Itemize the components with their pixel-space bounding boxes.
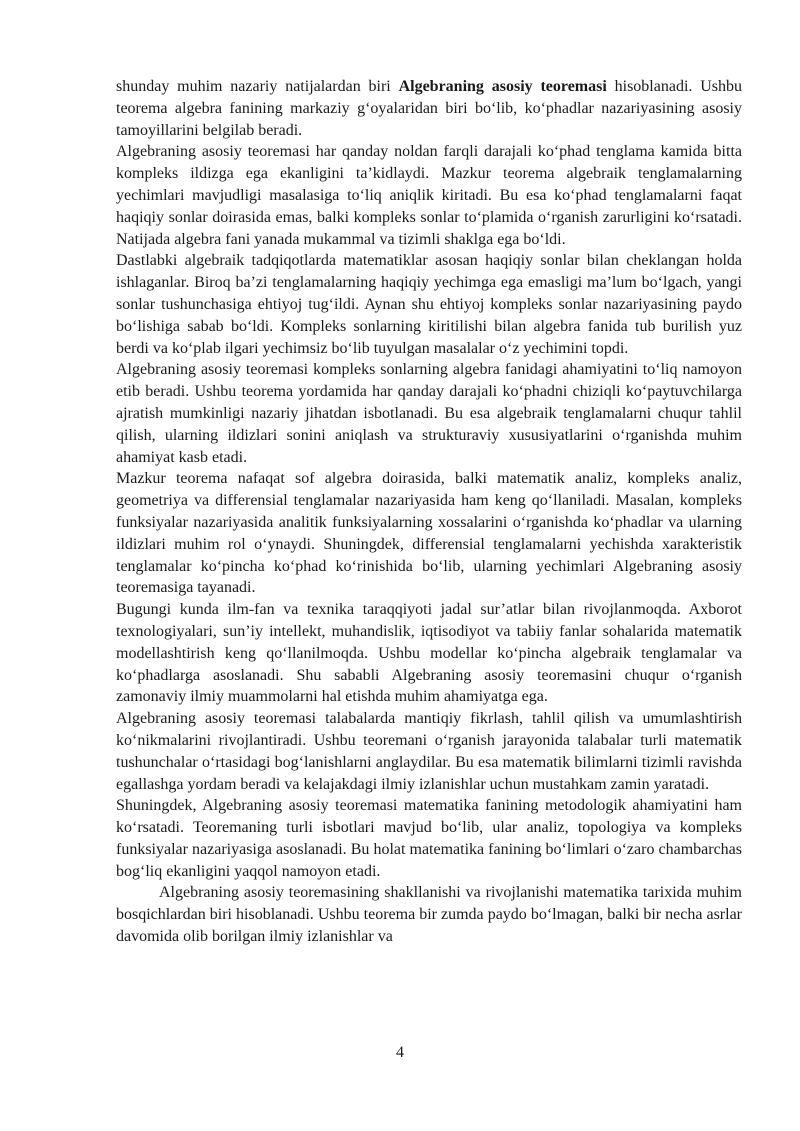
- paragraph-1: [116, 76, 742, 141]
- paragraph-8: Shuningdek, Algebraning asosiy teoremasi matematika fanining metodologik ahamiyatini ham ko‘rsatadi. Teoremaning turli isbotlari mavjud bo‘lib, ular analiz, topologiya va kompleks funksiyalar nazariyasiga asoslanadi. Bu holat matematika fanining bo‘limlari o‘zaro chambarchas bog‘liq ekanligini yaqqol namoyon etadi.: [116, 797, 742, 880]
- page-number: 4: [396, 1044, 404, 1061]
- paragraph-5: Mazkur teorema nafaqat sof algebra doirasida, balki matematik analiz, kompleks analiz, geometriya va differensial tenglamalar nazariyasida ham keng qo‘llaniladi. Masalan, kompleks funksiyalar nazariyasida analitik funksiyalarning xossalarini o‘rganishda ko‘phadlar va ularning ildizlari muhim rol o‘ynaydi. Shuningdek, differensial tenglamalarni yechishda xarakteristik tenglamalar ko‘pincha ko‘phad ko‘rinishida bo‘lib, ularning yechimlari Algebraning asosiy teoremasiga tayanadi.: [116, 470, 742, 597]
- theorem-name-bold: Algebraning asosiy teoremasi: [398, 78, 607, 95]
- paragraph-7: Algebraning asosiy teoremasi talabalarda mantiqiy fikrlash, tahlil qilish va umumlashtirish ko‘nikmalarini rivojlantiradi. Ushbu teoremani o‘rganish jarayonida talabalar turli matematik tushunchalar o‘rtasidagi bog‘lanishlarni anglaydilar. Bu esa matematik bilimlarni tizimli ravishda egallashga yordam beradi va kelajakdagi ilmiy izlanishlar uchun mustahkam zamin yaratadi.: [116, 710, 742, 793]
- document-body: [116, 76, 742, 948]
- paragraph-9: Algebraning asosiy teoremasining shakllanishi va rivojlanishi matematika tarixida muhim bosqichlardan biri hisoblanadi. Ushbu teorema bir zumda paydo bo‘lmagan, balki bir necha asrlar davomida olib borilgan ilmiy izlanishlar va: [116, 884, 742, 946]
- paragraph-2: Algebraning asosiy teoremasi har qanday noldan farqli darajali ko‘phad tenglama kamida bitta kompleks ildizga ega ekanligini ta’kidlaydi. Mazkur teorema algebraik tenglamalarning yechimlari mavjudligi masalasiga to‘liq aniqlik kiritadi. Bu esa ko‘phad tenglamalarni faqat haqiqiy sonlar doirasida emas, balki kompleks sonlar to‘plamida o‘rganish zarurligini ko‘rsatadi. Natijada algebra fani yanada mukammal va tizimli shaklga ega bo‘ldi.: [116, 143, 742, 248]
- paragraph-1-lead: shunday muhim nazariy natijalardan biri: [116, 78, 399, 95]
- paragraph-3: Dastlabki algebraik tadqiqotlarda matematiklar asosan haqiqiy sonlar bilan cheklangan holda ishlaganlar. Biroq ba’zi tenglamalarning haqiqiy yechimga ega emasligi ma’lum bo‘lgach, yangi sonlar tushunchasiga ehtiyoj tug‘ildi. Aynan shu ehtiyoj kompleks sonlar nazariyasining paydo bo‘lishiga sabab bo‘ldi. Kompleks sonlarning kiritilishi bilan algebra fanida tub burilish yuz berdi va ko‘plab ilgari yechimsiz bo‘lib tuyulgan masalalar o‘z yechimini topdi.: [116, 252, 742, 357]
- paragraph-4: Algebraning asosiy teoremasi kompleks sonlarning algebra fanidagi ahamiyatini to‘liq namoyon etib beradi. Ushbu teorema yordamida har qanday darajali ko‘phadni chiziqli ko‘paytuvchilarga ajratish mumkinligi nazariy jihatdan isbotlanadi. Bu esa algebraik tenglamalarni chuqur tahlil qilish, ularning ildizlari sonini aniqlash va strukturaviy xususiyatlarini o‘rganishda muhim ahamiyat kasb etadi.: [116, 361, 742, 466]
- paragraph-6: Bugungi kunda ilm-fan va texnika taraqqiyoti jadal sur’atlar bilan rivojlanmoqda. Axborot texnologiyalari, sun’iy intellekt, muhandislik, iqtisodiyot va tabiiy fanlar sohalarida matematik modellashtirish keng qo‘llanilmoqda. Ushbu modellar ko‘pincha algebraik tenglamalar va ko‘phadlarga asoslanadi. Shu sababli Algebraning asosiy teoremasini chuqur o‘rganish zamonaviy ilmiy muammolarni hal etishda muhim ahamiyatga ega.: [116, 601, 742, 706]
- paragraph-1-rest: hisoblanadi. Ushbu teorema algebra fanining markaziy g‘oyalaridan biri bo‘lib, ko‘phadlar nazariyasining asosiy tamoyillarini belgilab beradi.: [116, 78, 742, 139]
